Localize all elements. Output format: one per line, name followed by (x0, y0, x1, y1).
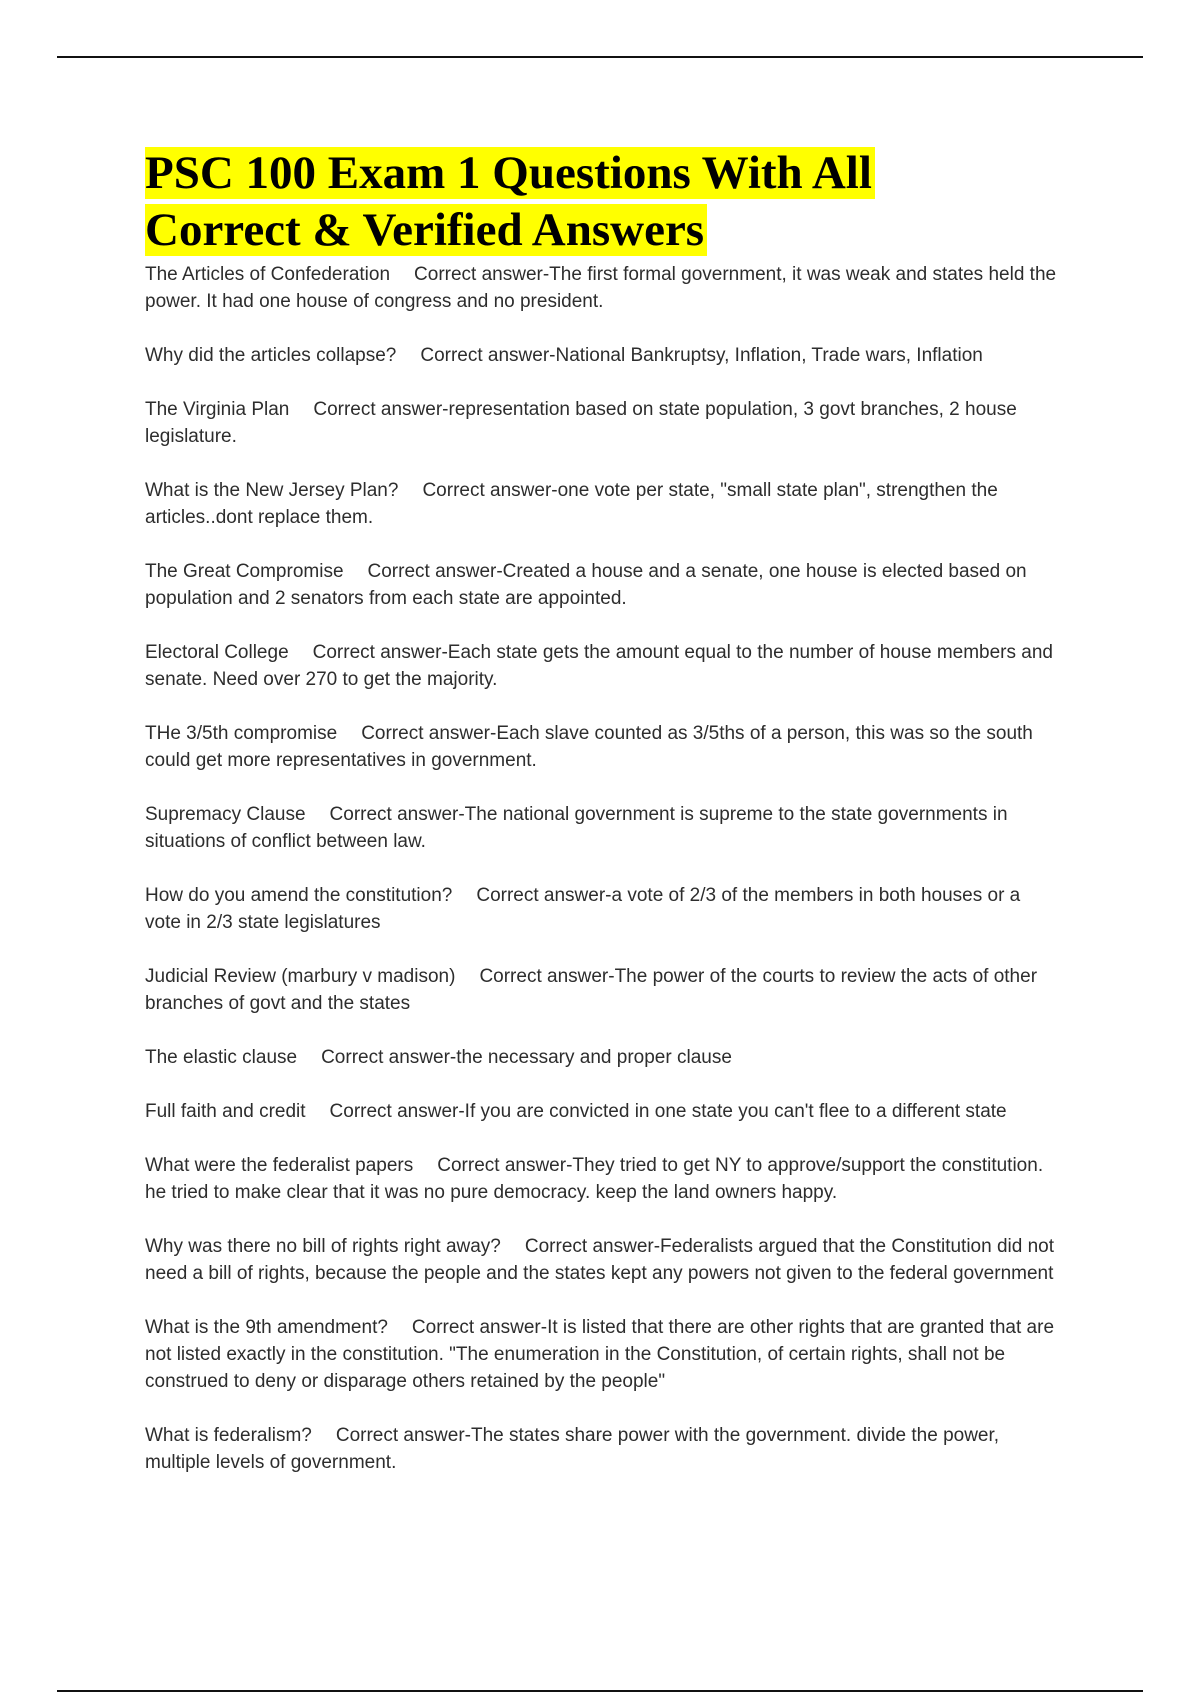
qa-item (145, 1422, 1060, 1476)
question-text: Why did the articles collapse? (145, 345, 397, 366)
question-text: Electoral College (145, 642, 289, 663)
qa-item (145, 639, 1060, 693)
qa-item (145, 801, 1060, 855)
question-text: The elastic clause (145, 1047, 298, 1068)
qa-item (145, 1098, 1060, 1125)
question-text: Supremacy Clause (145, 804, 306, 825)
answer-text: Correct answer-The national government is supreme to the state governments in situations of conflict between law. (145, 804, 1008, 852)
answer-text: Correct answer-Created a house and a senate, one house is elected based on population and 2 senators from each state are appointed. (145, 561, 1027, 609)
top-rule (57, 56, 1143, 58)
answer-text: Correct answer-The first formal government, it was weak and states held the power. It had one house of congress and no president. (145, 264, 1057, 312)
document-title (145, 145, 1060, 259)
answer-text: Correct answer-The power of the courts to review the acts of other branches of govt and the states (145, 966, 1038, 1014)
title-line-2: Correct & Verified Answers (145, 204, 707, 256)
question-text: What is federalism? (145, 1425, 312, 1446)
answer-text: Correct answer-the necessary and proper clause (321, 1047, 732, 1068)
answer-text: Correct answer-They tried to get NY to approve/support the constitution. he tried to make clear that it was no pure democracy. keep the land owners happy. (145, 1155, 1044, 1203)
answer-text: Correct answer-one vote per state, "small state plan", strengthen the articles..dont replace them. (145, 480, 998, 528)
question-text: What were the federalist papers (145, 1155, 414, 1176)
question-text: Why was there no bill of rights right away? (145, 1236, 501, 1257)
qa-item (145, 477, 1060, 531)
question-text: The Articles of Confederation (145, 264, 391, 285)
answer-text: Correct answer-representation based on state population, 3 govt branches, 2 house legislature. (145, 399, 1017, 447)
qa-item (145, 396, 1060, 450)
qa-item (145, 342, 1060, 369)
answer-text: Correct answer-Each state gets the amount equal to the number of house members and senate. Need over 270 to get the majority. (145, 642, 1053, 690)
question-text: Judicial Review (marbury v madison) (145, 966, 456, 987)
question-text: THe 3/5th compromise (145, 723, 338, 744)
title-line-1: PSC 100 Exam 1 Questions With All (145, 147, 875, 199)
qa-item (145, 558, 1060, 612)
document-body (145, 145, 1060, 1503)
qa-list (145, 261, 1060, 1476)
question-text: How do you amend the constitution? (145, 885, 453, 906)
qa-item (145, 261, 1060, 315)
answer-text: Correct answer-National Bankruptsy, Inflation, Trade wars, Inflation (420, 345, 983, 366)
answer-text: Correct answer-If you are convicted in one state you can't flee to a different state (329, 1101, 1007, 1122)
qa-item (145, 882, 1060, 936)
answer-text: Correct answer-It is listed that there are other rights that are granted that are not listed exactly in the constitution. "The enumeration in the Constitution, of certain rights, shall not be construed to deny or disparage others retained by the people" (145, 1317, 1055, 1392)
answer-text: Correct answer-a vote of 2/3 of the members in both houses or a vote in 2/3 state legislatures (145, 885, 1021, 933)
qa-item (145, 720, 1060, 774)
question-text: What is the 9th amendment? (145, 1317, 388, 1338)
qa-item (145, 963, 1060, 1017)
bottom-rule (57, 1690, 1143, 1692)
question-text: The Virginia Plan (145, 399, 290, 420)
question-text: The Great Compromise (145, 561, 344, 582)
question-text: What is the New Jersey Plan? (145, 480, 399, 501)
answer-text: Correct answer-Federalists argued that the Constitution did not need a bill of rights, because the people and the states kept any powers not given to the federal government (145, 1236, 1054, 1284)
qa-item (145, 1233, 1060, 1287)
qa-item (145, 1044, 1060, 1071)
answer-text: Correct answer-Each slave counted as 3/5ths of a person, this was so the south could get more representatives in government. (145, 723, 1033, 771)
qa-item (145, 1314, 1060, 1395)
answer-text: Correct answer-The states share power with the government. divide the power, multiple levels of government. (145, 1425, 1000, 1473)
qa-item (145, 1152, 1060, 1206)
question-text: Full faith and credit (145, 1101, 306, 1122)
